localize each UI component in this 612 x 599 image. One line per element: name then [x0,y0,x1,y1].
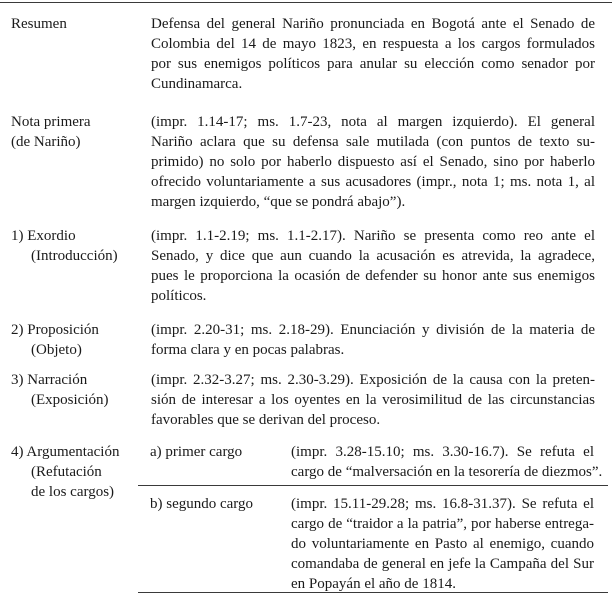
subrow-label: a) primer cargo [150,444,243,460]
subrow-text [291,442,603,482]
row-text [151,14,595,94]
text-line: sión de interesar a los oyentes en la verosimilitud de las circunstancias [151,392,595,408]
label-line: 2) Proposición [11,322,99,338]
label-line: 3) Narración [11,372,88,388]
text-line: (impr. 15.11-29.28; ms. 16.8-31.37). Se refuta el [291,496,594,512]
row-label [11,442,119,502]
table-bottom-rule [138,592,608,593]
text-line: do voluntariamente en Pasto al enemigo, cuando [291,536,594,552]
subrow-text [291,494,594,594]
row-label [11,226,118,266]
text-line: (impr. 3.28-15.10; ms. 3.30-16.7). Se refuta el [291,444,594,460]
row-text [151,226,595,306]
text-line: margen izquierdo, “que se pondrá abajo”). [151,194,406,210]
text-line: cargo de “malversación en la tesorería de diezmos”. [291,464,603,480]
row-label [11,320,99,360]
label-line: (de Nariño) [11,134,81,150]
table-top-rule [0,2,612,3]
text-line: (impr. 1.1-2.19; ms. 1.1-2.17). Nariño se presenta como reo ante el [151,228,595,244]
label-line: 1) Exordio [11,228,76,244]
label-line: de los cargos) [31,484,115,500]
label-line: (Refutación [31,464,102,480]
text-line: Nariño aclara que su defensa sale mutilada (con puntos de texto su- [151,134,595,150]
text-line: en Popayán el año de 1814. [291,576,456,592]
text-line: Senado, y dice que aun cuando la acusación es atrevida, la agradece, [151,248,595,264]
text-line: (impr. 2.32-3.27; ms. 2.30-3.29). Exposición de la causa con la preten- [151,372,595,388]
text-line: primido) no solo por haberlo dispuesto así el Senado, sino por haberlo [151,154,595,170]
text-line: por sus enemigos políticos para anular su elección como senador por [151,56,595,72]
text-line: favorables que se derivan del proceso. [151,412,381,428]
text-line: Colombia del 14 de mayo 1823, en respuesta a los cargos formulados [151,36,595,52]
label-line: (Exposición) [31,392,109,408]
label-line: Resumen [11,16,67,32]
label-line: 4) Argumentación [11,444,120,460]
subrow-label: b) segundo cargo [150,496,254,512]
row-label [11,14,67,34]
row-text [151,370,595,430]
text-line: (impr. 1.14-17; ms. 1.7-23, nota al margen izquierdo). El general [151,114,595,130]
text-line: pues le proporciona la ocasión de defender su honor ante sus enemigos [151,268,595,284]
label-line: Nota primera [11,114,91,130]
row-text [151,112,595,212]
subrow-divider [138,485,608,486]
text-line: políticos. [151,288,207,304]
label-line: (Introducción) [31,248,118,264]
text-line: forma clara y en pocas palabras. [151,342,345,358]
text-line: (impr. 2.20-31; ms. 2.18-29). Enunciación y división de la materia de [151,322,595,338]
label-line: (Objeto) [31,342,82,358]
row-label [11,370,108,410]
text-line: Defensa del general Nariño pronunciada en Bogotá ante el Senado de [151,16,595,32]
text-line: Cundinamarca. [151,76,243,92]
text-line: comandaba de general en jefe la Campaña del Sur [291,556,594,572]
row-text [151,320,595,360]
row-label [11,112,91,152]
text-line: ofrecido voluntariamente a sus acusadores (impr., nota 1; ms. nota 1, al [151,174,595,190]
text-line: cargo de “traidor a la patria”, por haberse entrega- [291,516,594,532]
